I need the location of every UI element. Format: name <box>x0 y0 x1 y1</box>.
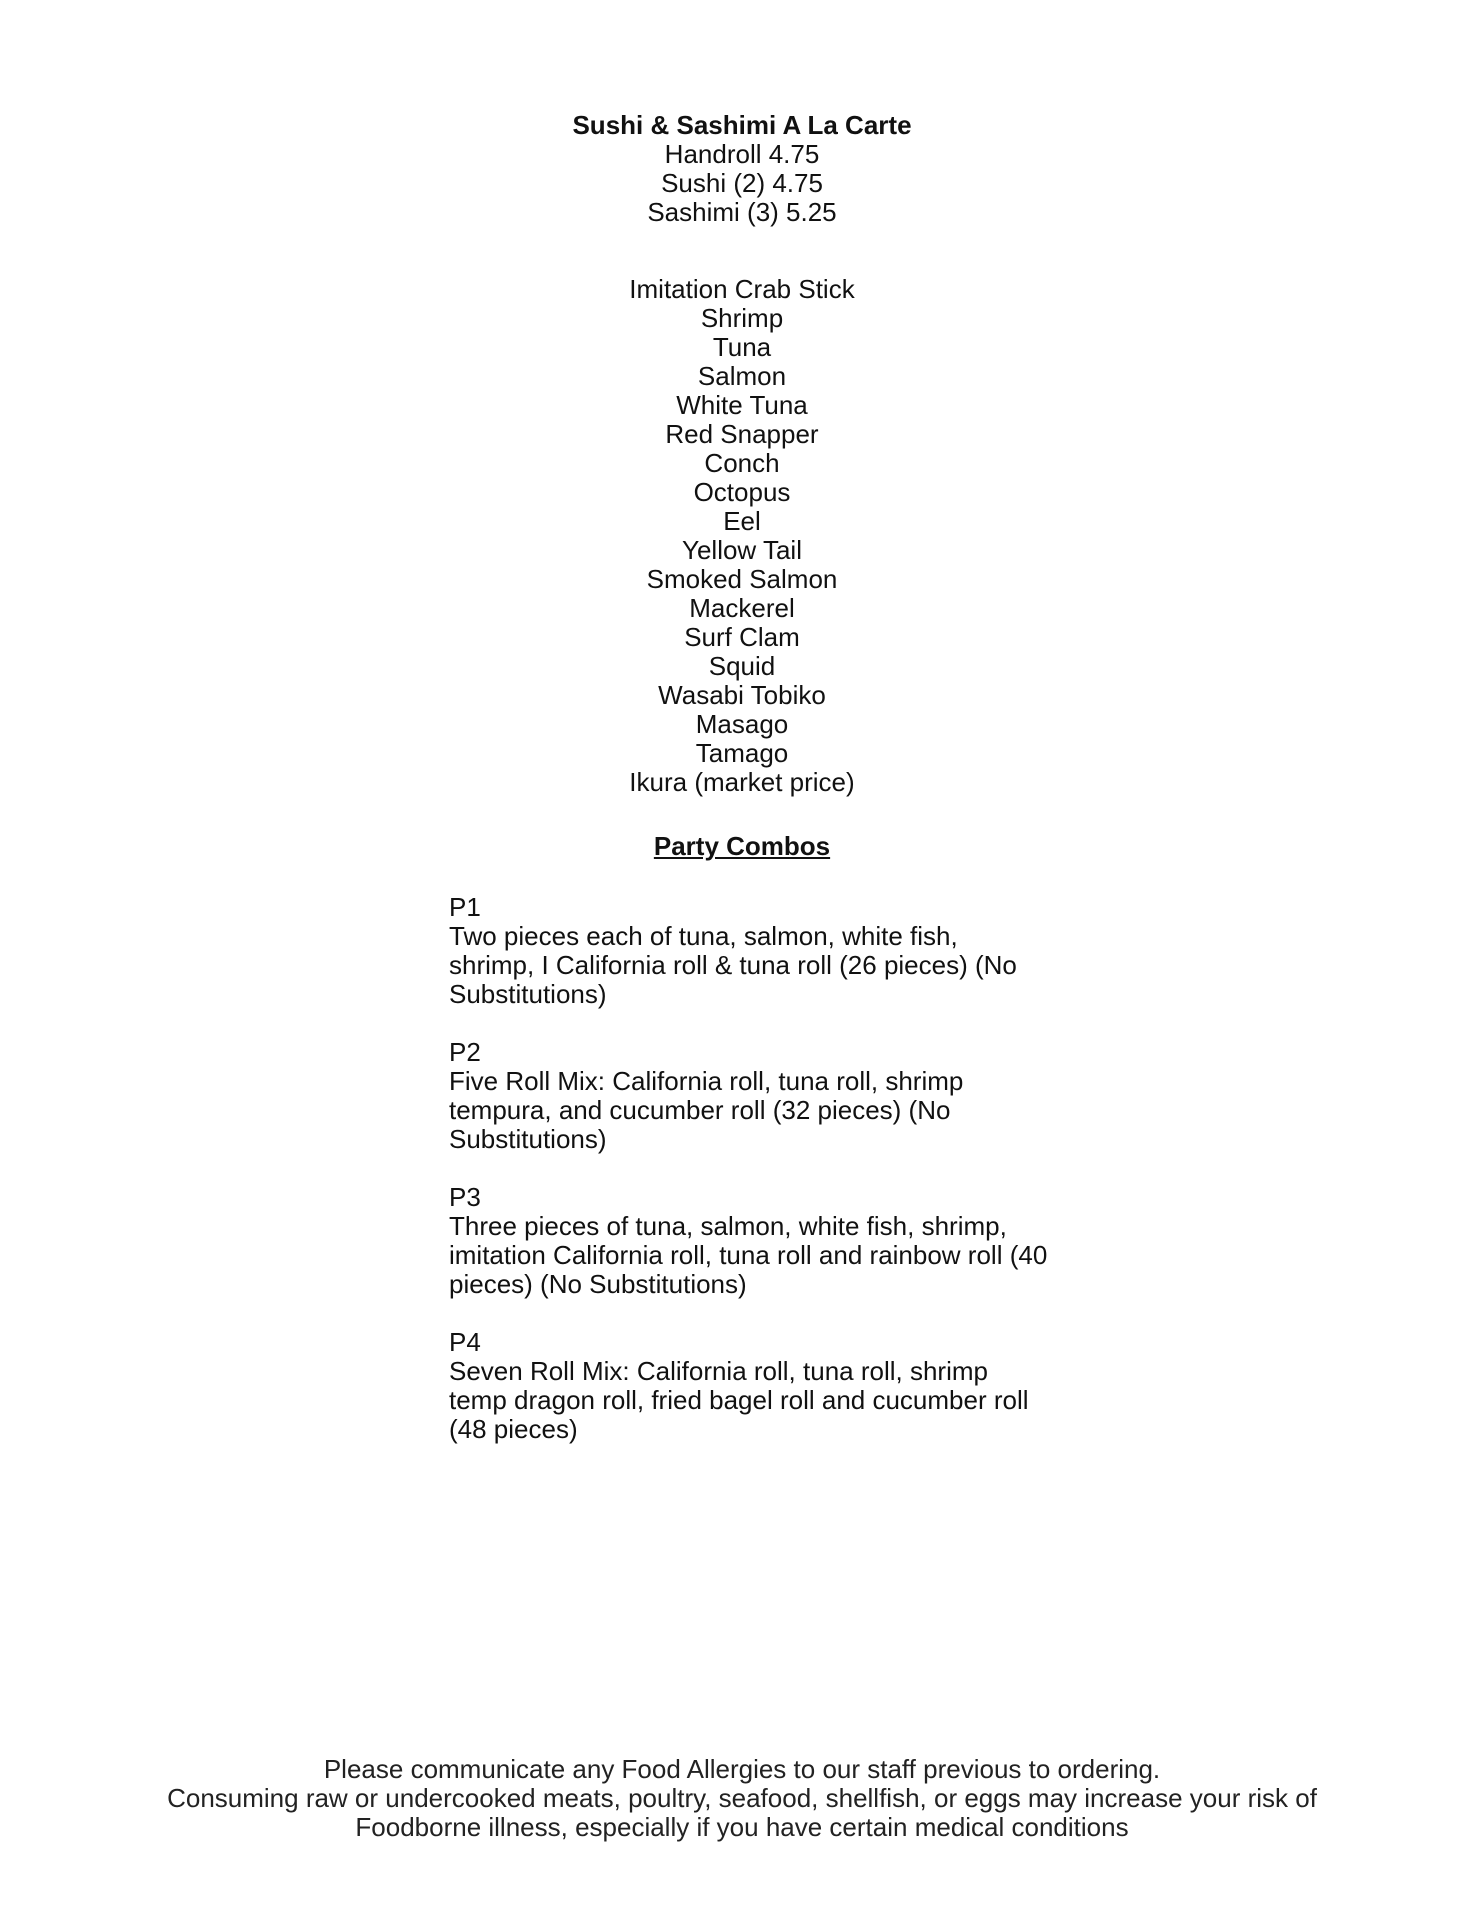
fish-item: Tuna <box>712 332 772 362</box>
fish-item: Surf Clam <box>684 622 800 652</box>
party-combos-list <box>449 893 1049 1473</box>
fish-item: Eel <box>723 506 761 536</box>
party-combos-heading: Party Combos <box>653 831 831 861</box>
combo-p2 <box>449 1038 1049 1154</box>
fish-item: Squid <box>708 651 776 681</box>
allergy-notice <box>0 1755 1484 1842</box>
raw-food-warning-line: Foodborne illness, especially if you have certain medical conditions <box>355 1812 1129 1842</box>
fish-item: Smoked Salmon <box>646 564 838 594</box>
fish-item: Conch <box>704 448 780 478</box>
fish-item: Tamago <box>695 738 789 768</box>
combo-p3 <box>449 1183 1049 1299</box>
fish-item: White Tuna <box>676 390 808 420</box>
fish-item: Salmon <box>697 361 787 391</box>
combo-p1 <box>449 893 1049 1009</box>
fish-list <box>0 275 1484 797</box>
a-la-carte-section <box>0 111 1484 797</box>
fish-item: Yellow Tail <box>682 535 802 565</box>
fish-item: Ikura (market price) <box>629 767 855 797</box>
combo-description: Seven Roll Mix: California roll, tuna roll, shrimp temp dragon roll, fried bagel roll and cucumber roll (48 pieces) <box>449 1356 1029 1444</box>
combo-code: P4 <box>449 1327 481 1357</box>
raw-food-warning-line: Consuming raw or undercooked meats, poultry, seafood, shellfish, or eggs may increase your risk of <box>167 1783 1317 1813</box>
price-sashimi: Sashimi (3) 5.25 <box>647 197 837 227</box>
price-sushi: Sushi (2) 4.75 <box>661 168 823 198</box>
combo-code: P2 <box>449 1037 481 1067</box>
fish-item: Masago <box>695 709 789 739</box>
combo-description: Two pieces each of tuna, salmon, white fish, shrimp, I California roll & tuna roll (26 pieces) (No Substitutions) <box>449 921 1017 1009</box>
allergy-notice-line: Please communicate any Food Allergies to our staff previous to ordering. <box>323 1754 1161 1784</box>
fish-item: Shrimp <box>700 303 784 333</box>
combo-p4 <box>449 1328 1049 1444</box>
combo-code: P1 <box>449 892 481 922</box>
fish-item: Wasabi Tobiko <box>658 680 826 710</box>
price-handroll: Handroll 4.75 <box>664 139 820 169</box>
combo-description: Five Roll Mix: California roll, tuna roll, shrimp tempura, and cucumber roll (32 pieces) (No Substitutions) <box>449 1066 964 1154</box>
fish-item: Octopus <box>693 477 791 507</box>
section-title: Sushi & Sashimi A La Carte <box>572 110 912 140</box>
fish-item: Mackerel <box>689 593 795 623</box>
spacer <box>0 227 1484 275</box>
combo-code: P3 <box>449 1182 481 1212</box>
fish-item: Imitation Crab Stick <box>629 274 855 304</box>
fish-item: Red Snapper <box>665 419 819 449</box>
combo-description: Three pieces of tuna, salmon, white fish, shrimp, imitation California roll, tuna roll and rainbow roll (40 pieces) (No Substitutions) <box>449 1211 1048 1299</box>
